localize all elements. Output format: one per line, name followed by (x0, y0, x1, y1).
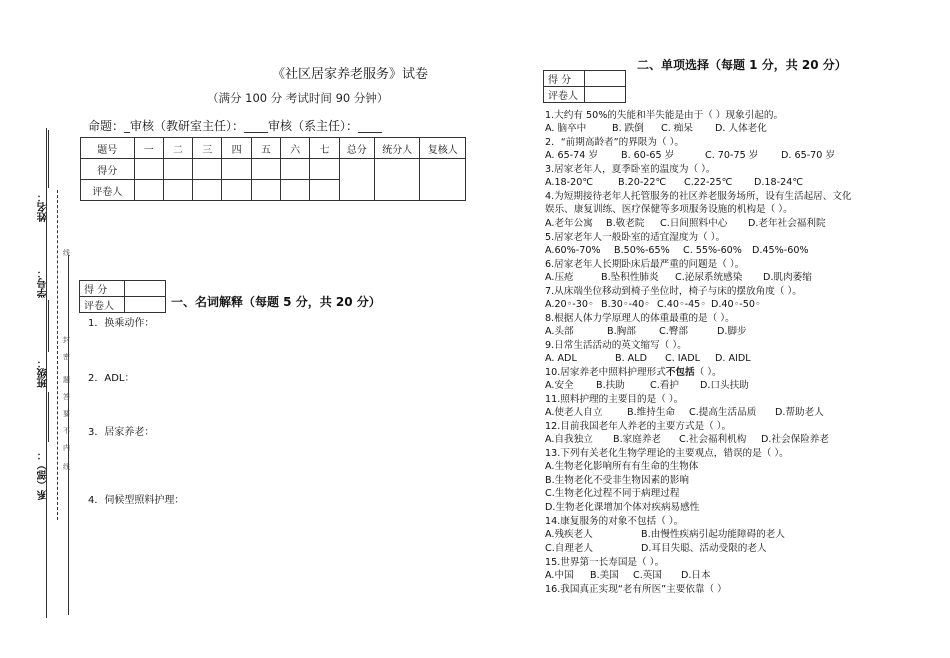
option[interactable]: B. 60-65 岁 (621, 150, 675, 161)
paper-subtitle: （满分 100 分 考试时间 90 分钟） (207, 91, 389, 105)
student-id-underline (48, 300, 49, 352)
option[interactable]: C.日间照料中心 (660, 218, 728, 229)
question-stem: 5.居家老年人一般卧室的适宜湿度为（ ）。 (545, 232, 726, 243)
option[interactable]: A.老年公寓 (545, 218, 593, 229)
question-stem: 8.根据人体力学原理人的体重最重的是（ ）。 (545, 313, 735, 324)
score-header-cell: 题号 (81, 138, 135, 159)
question-stem: 1.大约有 50%的失能和半失能是由于（ ）现象引起的。 (545, 110, 784, 121)
commission-line: 命题：_审核（教研室主任）：____审核（系主任）：____ (88, 119, 383, 133)
grader-cell[interactable] (193, 180, 222, 201)
score-header-cell: 三 (193, 138, 222, 159)
section1-title: 一、名词解释（每题 5 分，共 20 分） (171, 295, 381, 309)
question-options (545, 529, 785, 541)
seal-char: 题 (63, 376, 70, 384)
seal-char: 线 (63, 463, 70, 471)
option[interactable]: C.社会福利机构 (679, 434, 747, 445)
paper-title: 《社区居家养老服务》试卷 (272, 67, 429, 82)
score-cell[interactable] (193, 159, 222, 180)
score-cell[interactable] (251, 159, 280, 180)
option[interactable]: A. 65-74 岁 (545, 150, 599, 161)
option[interactable]: C.自理老人 (545, 543, 594, 554)
term-item: 2．ADL： (88, 373, 135, 384)
question-options (545, 353, 751, 365)
question-options (545, 272, 812, 284)
grader-cell[interactable] (310, 180, 339, 201)
mini-label: 评卷人 (80, 297, 125, 313)
question-stem: 9.日常生活活动的英文缩写（ ）。 (545, 340, 687, 351)
option[interactable]: C.英国 (633, 570, 662, 581)
term-item: 1．换乘动作： (88, 318, 155, 329)
question-stem: 娱乐、康复训练、医疗保健等多项服务设施的机构是（ ）。 (545, 204, 793, 215)
option[interactable]: C.泌尿系统感染 (675, 272, 743, 283)
stem-text: （ ）。 (694, 367, 722, 378)
option[interactable]: D. 人体老化 (715, 123, 767, 134)
option[interactable]: D.生物老化课增加个体对疾病易感性 (545, 502, 700, 513)
question-stem: 13.下列有关老化生物学理论的主要观点，错误的是（ ）。 (545, 448, 789, 459)
seal-char: 答 (63, 393, 70, 401)
question-stem: 11.照料护理的主要目的是（ ）。 (545, 394, 684, 405)
score-header-cell: 六 (281, 138, 310, 159)
option[interactable]: C. IADL (665, 353, 700, 364)
name-underline (48, 130, 49, 188)
option[interactable]: D.社会保险养老 (761, 434, 829, 445)
option[interactable]: D.45%-60% (752, 245, 809, 256)
score-header-cell: 二 (163, 138, 192, 159)
option[interactable]: B.20-22℃ (618, 177, 667, 188)
score-cell[interactable] (163, 159, 192, 180)
question-stem (545, 367, 722, 379)
option[interactable]: D.脚步 (717, 326, 747, 337)
term-item: 3．居家养老： (88, 427, 155, 438)
section2-title: 二、单项选择（每题 1 分，共 20 分） (637, 58, 847, 72)
class-underline (48, 392, 49, 442)
grader-cell[interactable] (222, 180, 251, 201)
student-id-label: 学号： (38, 268, 49, 298)
option[interactable]: B.50%-65% (614, 245, 670, 256)
option[interactable]: A.残疾老人 (545, 529, 593, 540)
section1-mini-table (79, 280, 166, 313)
question-options (545, 326, 747, 338)
option[interactable]: D.帮助老人 (775, 407, 824, 418)
class-label: 班级： (38, 358, 49, 388)
seal-char: 封 (63, 336, 70, 344)
option[interactable]: B.由慢性疾病引起功能障碍的老人 (641, 529, 785, 540)
question-stem: 7.从床端坐位移动到椅子坐位时，椅子与床的摆放角度（ ）。 (545, 286, 802, 297)
score-cell[interactable] (222, 159, 251, 180)
option[interactable]: B.30◦-40◦ (601, 299, 650, 310)
option[interactable]: A.60%-70% (545, 245, 601, 256)
option[interactable]: A.使老人自立 (545, 407, 603, 418)
option[interactable]: A. ADL (545, 353, 577, 364)
question-options (545, 150, 835, 162)
question-options (545, 218, 826, 230)
option[interactable]: A.自我独立 (545, 434, 593, 445)
option[interactable]: C.臀部 (659, 326, 688, 337)
binding-dash-line (57, 190, 58, 520)
option[interactable]: A.安全 (545, 380, 574, 391)
question-options (545, 380, 749, 392)
grader-cell[interactable] (251, 180, 280, 201)
option[interactable]: D. AIDL (715, 353, 751, 364)
option[interactable]: B.胸部 (607, 326, 636, 337)
option[interactable]: D.肌肉萎缩 (763, 272, 812, 283)
score-header-cell: 四 (222, 138, 251, 159)
question-stem: 2．“前期高龄者”的界限为（ ）。 (545, 137, 685, 148)
score-cell[interactable] (134, 159, 163, 180)
mini-label: 得 分 (80, 281, 125, 297)
mini-label: 得 分 (544, 71, 585, 87)
seal-char: 线 (63, 249, 70, 257)
mini-cell[interactable] (585, 87, 626, 103)
name-label: 姓名： (38, 192, 49, 222)
score-table (80, 137, 466, 201)
score-header-cell: 总分 (339, 138, 374, 159)
question-stem: 16.我国真正实现“老有所医”主要依靠（ ） (545, 584, 727, 595)
option[interactable]: B.家庭养老 (613, 434, 662, 445)
option[interactable]: A.18-20℃ (545, 177, 594, 188)
option[interactable]: C. 55%-60% (683, 245, 742, 256)
option[interactable]: B.敬老院 (606, 218, 645, 229)
mini-cell[interactable] (125, 281, 166, 297)
option[interactable]: A.生物老化影响所有有生命的生物体 (545, 461, 699, 472)
option[interactable]: C.提高生活品质 (689, 407, 757, 418)
option[interactable]: D.40◦-50◦ (711, 299, 761, 310)
mini-label: 评卷人 (544, 87, 585, 103)
option[interactable]: D. 65-70 岁 (781, 150, 836, 161)
option[interactable]: A.压疮 (545, 272, 574, 283)
option[interactable]: D.老年社会福利院 (748, 218, 826, 229)
question-stem: 6.居家老年人长期卧床后最严重的问题是（ ）。 (545, 259, 745, 270)
score-cell[interactable] (281, 159, 310, 180)
department-label: 系（部）： (38, 450, 49, 500)
option[interactable]: B.维持生命 (627, 407, 676, 418)
grader-cell[interactable] (134, 180, 163, 201)
option[interactable]: C. 70-75 岁 (705, 150, 759, 161)
option[interactable]: B. 跌倒 (612, 123, 644, 134)
option[interactable]: C.22-25℃ (684, 177, 733, 188)
option[interactable]: A.20◦-30◦ (545, 299, 594, 310)
option[interactable]: C.看护 (650, 380, 679, 391)
score-row-label: 评卷人 (81, 180, 135, 201)
stem-emphasis: 不包括 (665, 367, 695, 378)
question-options (545, 245, 809, 257)
question-options (545, 299, 761, 311)
question-options (545, 570, 711, 582)
score-cell[interactable] (310, 159, 339, 180)
score-header-cell: 七 (310, 138, 339, 159)
mini-cell[interactable] (585, 71, 626, 87)
option[interactable]: C.40◦-45◦ (657, 299, 706, 310)
option[interactable]: C. 痴呆 (661, 123, 693, 134)
option[interactable]: D.18-24℃ (754, 177, 804, 188)
option[interactable]: C.生物老化过程不同于病理过程 (545, 488, 680, 499)
option[interactable]: D.耳目失聪、活动受限的老人 (641, 543, 767, 554)
question-options (545, 177, 803, 189)
section2-mini-table (543, 70, 626, 103)
stem-text: 10.居家养老中照料护理形式 (545, 367, 666, 378)
option[interactable]: B. ALD (615, 353, 647, 364)
question-stem: 14.康复服务的对象不包括（ ）。 (545, 516, 684, 527)
question-stem: 15.世界第一长寿国是（ ）。 (545, 557, 665, 568)
seal-char: 密 (63, 353, 70, 361)
option[interactable]: D.日本 (681, 570, 711, 581)
score-row-label: 得分 (81, 159, 135, 180)
question-stem: 3.居家老年人，夏季卧室的温度为（ ）。 (545, 164, 716, 175)
score-header-cell: 复核人 (420, 138, 466, 159)
option[interactable]: A.头部 (545, 326, 574, 337)
seal-char: 要 (63, 410, 70, 418)
option[interactable]: A.中国 (545, 570, 574, 581)
option[interactable]: B.扶助 (596, 380, 625, 391)
question-options (545, 407, 824, 419)
question-stem: 4.为短期接待老年人托管服务的社区养老服务场所，设有生活起居、文化 (545, 191, 852, 202)
question-options (545, 434, 829, 446)
question-options (545, 543, 767, 555)
option[interactable]: D.口头扶助 (700, 380, 749, 391)
score-header-cell: 统分人 (374, 138, 419, 159)
grader-cell[interactable] (163, 180, 192, 201)
question-options (545, 123, 767, 135)
tally-person-cell[interactable] (374, 159, 419, 201)
grader-cell[interactable] (281, 180, 310, 201)
option[interactable]: B.坠积性肺炎 (601, 272, 659, 283)
option[interactable]: B.生物老化不受非生物因素的影响 (545, 475, 689, 486)
mini-cell[interactable] (125, 297, 166, 313)
option[interactable]: B.美国 (590, 570, 619, 581)
seal-char: 内 (63, 444, 70, 452)
score-header-cell: 一 (134, 138, 163, 159)
term-item: 4．伺候型照料护理： (88, 495, 185, 506)
option[interactable]: A. 脑卒中 (545, 123, 587, 134)
reviewer-cell[interactable] (420, 159, 466, 201)
total-score-cell[interactable] (339, 159, 374, 201)
score-header-cell: 五 (251, 138, 280, 159)
question-stem: 12.目前我国老年人养老的主要方式是（ ）。 (545, 421, 732, 432)
seal-char: 不 (63, 427, 70, 435)
